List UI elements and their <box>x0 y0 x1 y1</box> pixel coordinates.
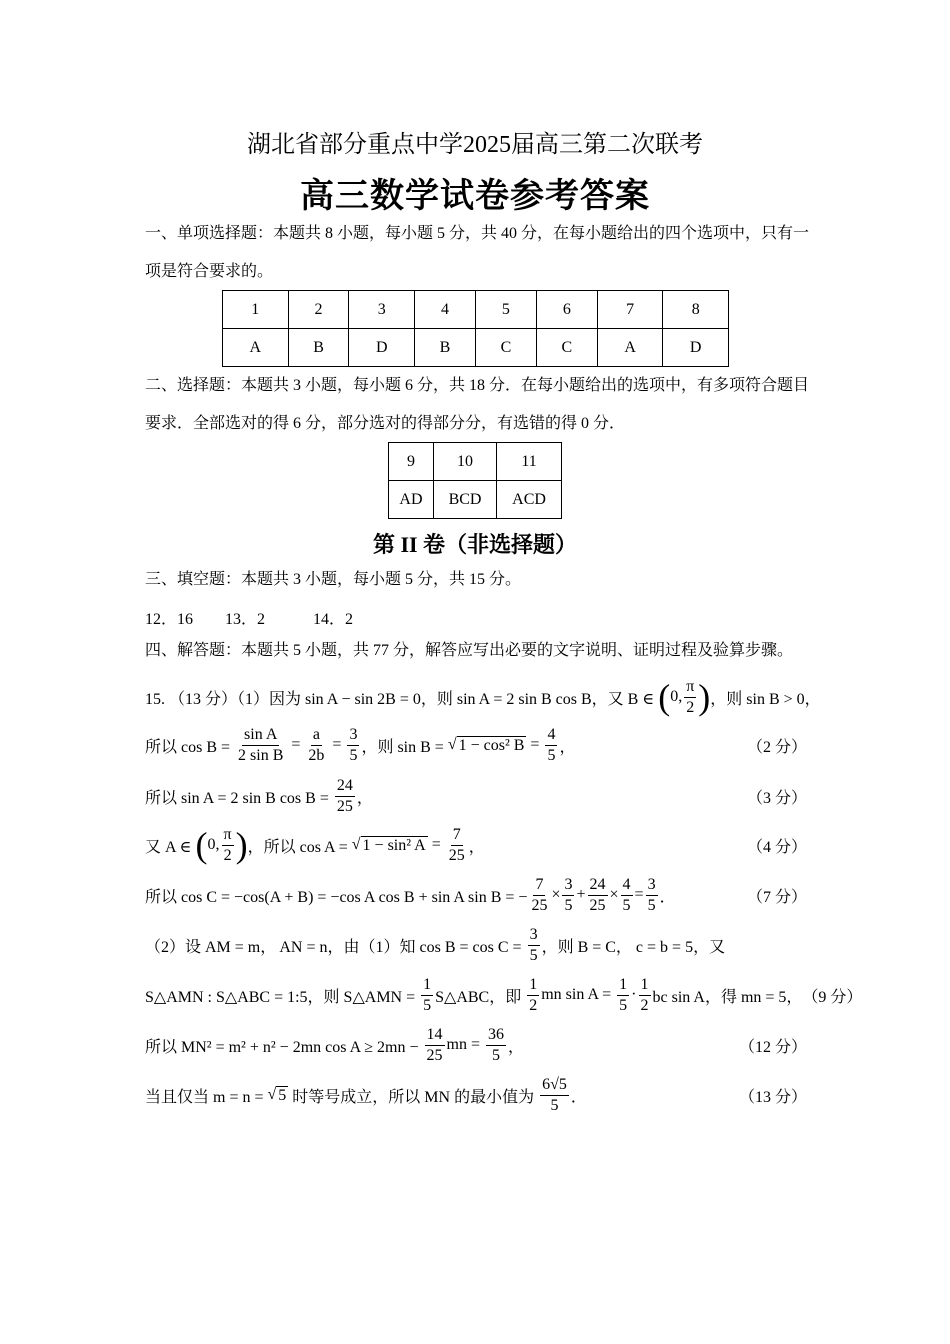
math-text: = <box>427 836 445 853</box>
denominator: 5 <box>647 896 656 914</box>
math-text: × <box>609 886 619 903</box>
math-text: ，则 B = C， c = b = 5，又 <box>541 938 726 956</box>
solution-line <box>145 920 807 970</box>
numerator: 36 <box>486 1025 506 1046</box>
numerator: π <box>684 677 696 698</box>
section4-instructions: 四、解答题：本题共 5 小题，共 77 分，解答应写出必要的文字说明、证明过程及验算步骤。 <box>145 642 794 659</box>
numerator: 3 <box>528 925 540 946</box>
fraction <box>617 975 629 1016</box>
score-label: （4 分） <box>746 838 807 856</box>
math-text: 当且仅当 m = n = <box>145 1088 268 1106</box>
solution-line <box>145 1020 807 1070</box>
math-text: 0, <box>207 836 220 853</box>
numerator: 3 <box>347 725 359 746</box>
square-root <box>268 1086 289 1105</box>
fraction <box>545 725 557 766</box>
denominator: 2 <box>529 996 538 1014</box>
fraction <box>486 1025 506 1066</box>
table-cell: 5 <box>475 291 536 329</box>
section1-answer-table <box>222 290 729 367</box>
table-cell: AD <box>389 481 434 519</box>
fraction <box>528 925 540 966</box>
denominator: 5 <box>564 896 573 914</box>
solution-text <box>145 825 747 866</box>
table-cell: 7 <box>597 291 663 329</box>
section2-instructions: 二、选择题：本题共 3 小题，每小题 6 分，共 18 分．在每小题给出的选项中，有多项符合题目要求．全部选对的得 6 分，部分选对的得部分分，有选错的得 0 分． <box>145 377 810 432</box>
denominator: 5 <box>619 996 628 1014</box>
denominator: 5 <box>550 1096 559 1114</box>
denominator: 2 sin B <box>238 746 284 764</box>
square-root <box>352 836 428 855</box>
solution-text <box>145 677 821 718</box>
numerator: 4 <box>545 725 557 746</box>
numerator: 7 <box>533 875 545 896</box>
table-cell: ACD <box>497 481 562 519</box>
table-cell: C <box>536 329 597 367</box>
table-cell: BCD <box>433 481 496 519</box>
numerator: 7 <box>451 825 463 846</box>
solution-line <box>145 771 807 821</box>
math-text: ，则 sin B = <box>361 738 448 756</box>
denominator: 25 <box>531 896 548 914</box>
math-text: 又 A ∈ <box>145 838 196 856</box>
fraction <box>335 776 355 817</box>
numerator: 4 <box>621 875 633 896</box>
table-cell: A <box>597 329 663 367</box>
fraction <box>529 875 549 916</box>
denominator: 2b <box>308 746 325 764</box>
numerator: 3 <box>646 875 658 896</box>
math-text: × <box>551 886 561 903</box>
score-label: （13 分） <box>738 1088 807 1106</box>
numerator: 24 <box>335 776 355 797</box>
numerator: a <box>311 725 322 746</box>
part2-heading: 第 II 卷（非选择题） <box>372 532 578 557</box>
fraction <box>639 975 651 1016</box>
denominator: 2 <box>640 996 649 1014</box>
numerator: 1 <box>639 975 651 996</box>
denominator: 2 <box>686 698 695 716</box>
table-cell: 6 <box>536 291 597 329</box>
solution-line <box>145 970 863 1020</box>
parenthesis: ( <box>195 825 208 865</box>
score-label: （9 分） <box>802 988 863 1006</box>
table-cell: B <box>415 329 476 367</box>
math-text: 时等号成立，所以 MN 的最小值为 <box>288 1088 539 1106</box>
math-text: · <box>631 986 637 1003</box>
solution-text <box>145 925 807 966</box>
solution-line <box>145 720 807 770</box>
numerator: π <box>222 825 234 846</box>
section3-instructions: 三、填空题：本题共 3 小题，每小题 5 分，共 15 分。 <box>145 571 522 588</box>
table-cell: D <box>349 329 415 367</box>
math-text: ， <box>468 838 485 856</box>
numerator: 1 <box>527 975 539 996</box>
parenthesis: ( <box>658 677 671 717</box>
table-cell: 9 <box>389 443 434 481</box>
math-text: 15. （13 分）（1）因为 sin A − sin 2B = 0，则 sin A = 2 sin B cos B，又 B ∈ <box>145 690 659 708</box>
fraction <box>527 975 539 1016</box>
denominator: 25 <box>448 846 465 864</box>
table-cell: B <box>288 329 349 367</box>
table-cell: 4 <box>415 291 476 329</box>
fraction <box>236 725 285 766</box>
table-cell: C <box>475 329 536 367</box>
solution-text <box>145 725 747 766</box>
numerator: 14 <box>425 1025 445 1046</box>
answer-row <box>389 481 562 519</box>
section2-answer-table <box>388 442 562 519</box>
table-cell: 10 <box>433 443 496 481</box>
math-text: S△AMN : S△ABC = 1:5，则 S△AMN = <box>145 988 420 1006</box>
answer-row <box>223 329 729 367</box>
table-cell: 11 <box>497 443 562 481</box>
fraction <box>421 975 433 1016</box>
table-cell: 3 <box>349 291 415 329</box>
table-cell: D <box>663 329 729 367</box>
math-text: mn = <box>446 1036 484 1053</box>
exam-title: 湖北省部分重点中学2025届高三第二次联考 <box>247 132 703 158</box>
math-text: S△ABC，即 <box>435 988 526 1006</box>
math-text: = <box>287 736 305 753</box>
numerator: sin A <box>242 725 279 746</box>
score-label: （12 分） <box>738 1038 807 1056</box>
question-number-row <box>389 443 562 481</box>
numerator: 3 <box>562 875 574 896</box>
denominator: 5 <box>423 996 432 1014</box>
table-cell: 1 <box>223 291 289 329</box>
solution-text <box>145 1075 739 1116</box>
math-text: ，所以 cos A = <box>247 838 352 856</box>
question-number-row <box>223 291 729 329</box>
solution-text <box>145 1025 739 1066</box>
math-text: = <box>328 736 346 753</box>
score-label: （3 分） <box>746 789 807 807</box>
math-text: ． <box>659 888 676 906</box>
math-text: （2）设 AM = m， AN = n，由（1）知 cos B = cos C = <box>145 938 526 956</box>
solution-text <box>145 875 747 916</box>
math-text: ，则 sin B > 0， <box>710 690 821 708</box>
math-text: ， <box>559 738 576 756</box>
denominator: 25 <box>336 797 353 815</box>
solution-line <box>145 820 807 870</box>
math-text: 0, <box>670 688 683 705</box>
square-root <box>448 736 527 755</box>
math-text: = <box>526 736 544 753</box>
radical-sign-icon: √ <box>267 1085 277 1103</box>
parenthesis: ) <box>698 677 711 717</box>
score-label: （7 分） <box>746 888 807 906</box>
solution-text <box>145 776 747 817</box>
table-cell: 8 <box>663 291 729 329</box>
math-text: ． <box>570 1088 587 1106</box>
math-text: 所以 sin A = 2 sin B cos B = <box>145 789 333 807</box>
radicand: 5 <box>278 1086 287 1104</box>
radical-sign-icon: √ <box>447 735 457 753</box>
math-text: ， <box>356 789 373 807</box>
score-label: （2 分） <box>746 738 807 756</box>
denominator: 5 <box>622 896 631 914</box>
fraction <box>347 725 359 766</box>
math-text: ， <box>507 1038 524 1056</box>
math-text: 所以 MN² = m² + n² − 2mn cos A ≥ 2mn − <box>145 1038 423 1056</box>
denominator: 5 <box>547 746 556 764</box>
denominator: 25 <box>426 1046 443 1064</box>
math-text: bc sin A，得 mn = 5， <box>652 988 803 1006</box>
solution-line <box>145 870 807 920</box>
numerator: 1 <box>617 975 629 996</box>
numerator: 6√5 <box>540 1075 569 1096</box>
math-text: + <box>576 886 586 903</box>
denominator: 5 <box>349 746 358 764</box>
fraction <box>684 677 696 718</box>
radicand: 1 − cos² B <box>458 736 525 754</box>
table-cell: A <box>223 329 289 367</box>
table-cell: 2 <box>288 291 349 329</box>
math-text: 所以 cos C = −cos(A + B) = −cos A cos B + sin A sin B = − <box>145 888 528 906</box>
solution-line <box>145 672 821 722</box>
fraction <box>646 875 658 916</box>
fraction <box>540 1075 569 1116</box>
math-text: = <box>634 886 644 903</box>
fraction <box>222 825 234 866</box>
parenthesis: ) <box>235 825 248 865</box>
math-text: 所以 cos B = <box>145 738 235 756</box>
answer-key-title: 高三数学试卷参考答案 <box>300 178 650 215</box>
fraction <box>425 1025 445 1066</box>
fraction <box>562 875 574 916</box>
radicand: 1 − sin² A <box>362 836 426 854</box>
solution-line <box>145 1070 807 1120</box>
fraction <box>447 825 467 866</box>
section3-answers: 12．16 13．2 14．2 <box>145 611 354 628</box>
radical-sign-icon: √ <box>351 835 361 853</box>
fraction <box>621 875 633 916</box>
fraction <box>588 875 608 916</box>
math-text: mn sin A = <box>541 986 616 1003</box>
fraction <box>306 725 326 766</box>
numerator: 1 <box>421 975 433 996</box>
denominator: 2 <box>223 846 232 864</box>
numerator: 24 <box>588 875 608 896</box>
solution-text <box>145 975 802 1016</box>
denominator: 5 <box>529 946 538 964</box>
denominator: 5 <box>491 1046 500 1064</box>
section1-instructions: 一、单项选择题：本题共 8 小题，每小题 5 分，共 40 分，在每小题给出的四个选项中，只有一项是符合要求的。 <box>145 225 810 280</box>
denominator: 25 <box>589 896 606 914</box>
